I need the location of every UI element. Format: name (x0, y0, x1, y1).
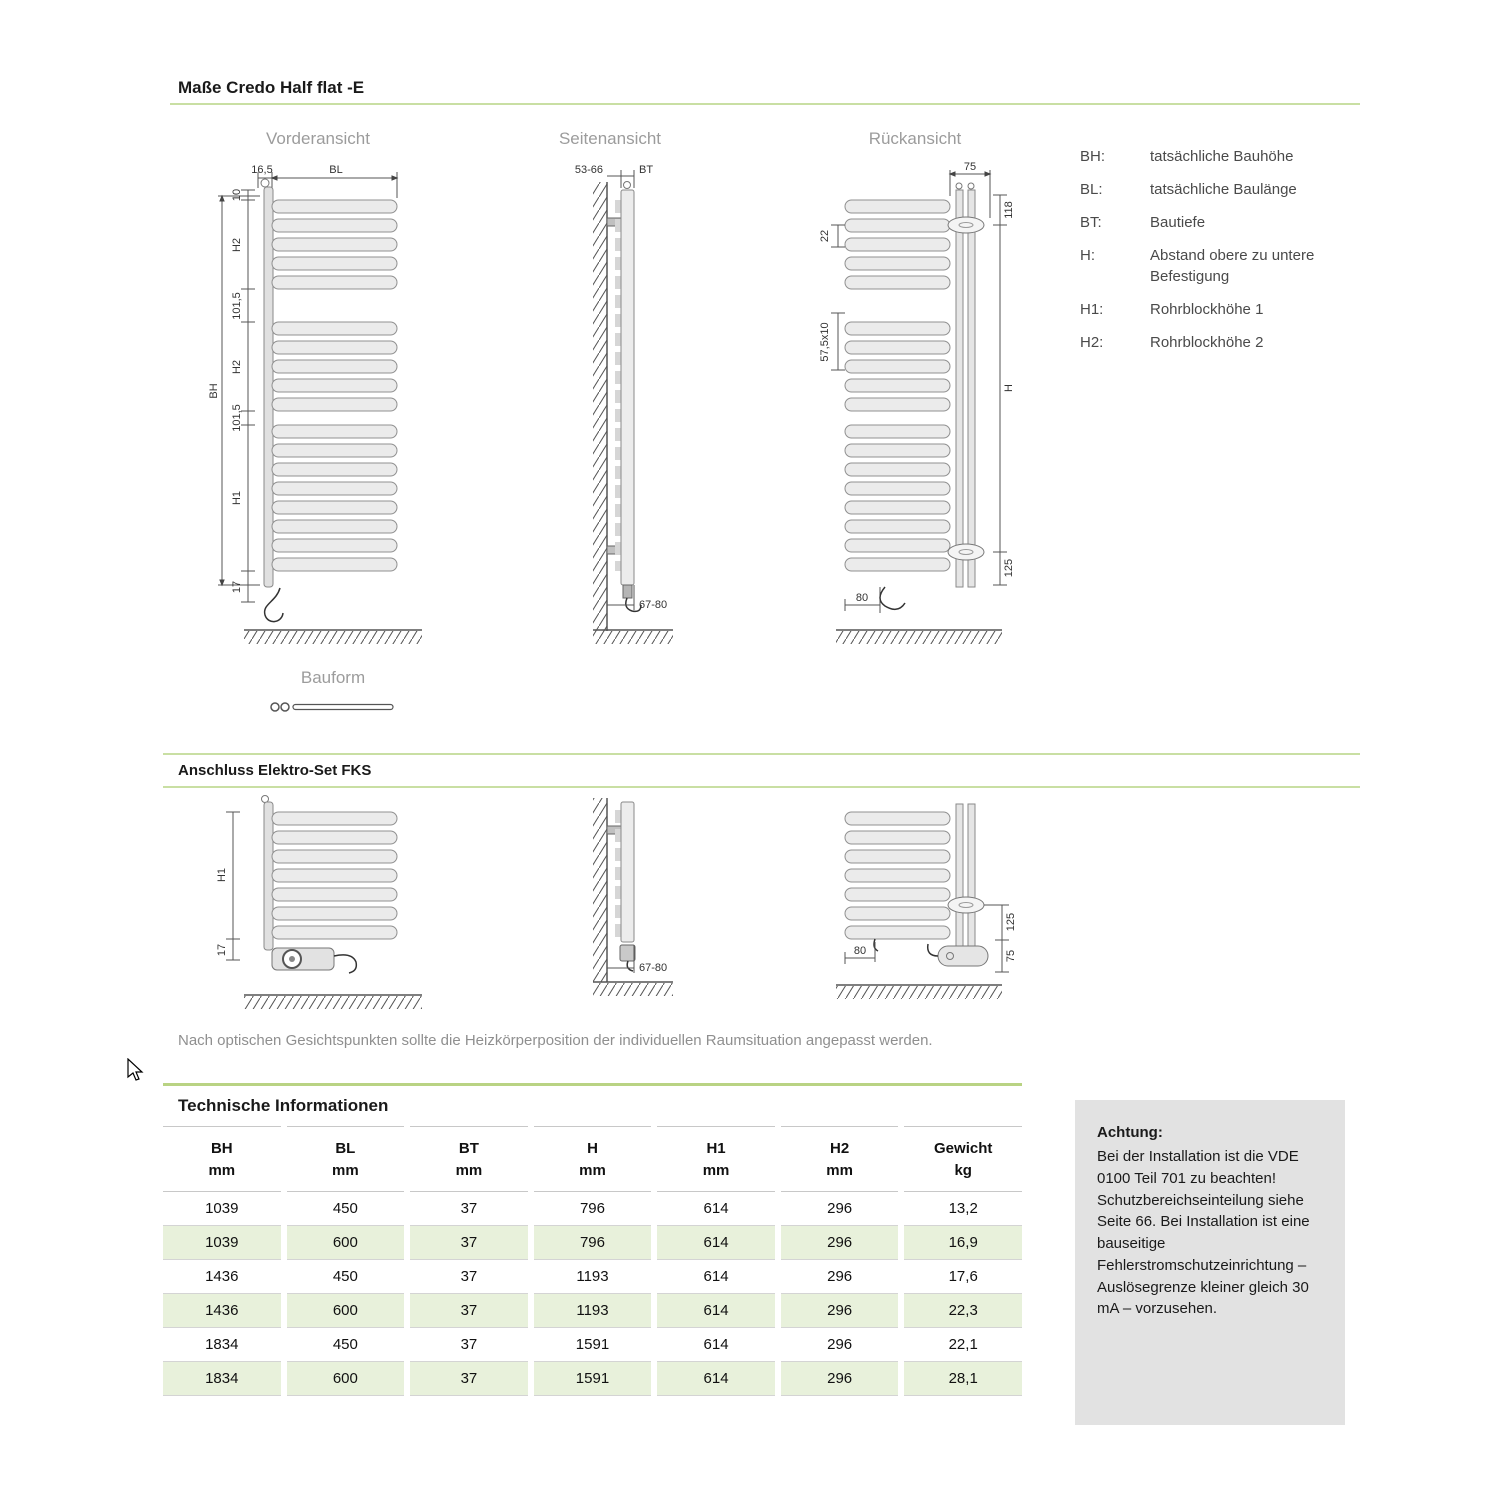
mounting-bracket-bottom (948, 544, 984, 560)
dim-label-118: 118 (1003, 201, 1015, 219)
mouse-cursor (126, 1058, 146, 1082)
radiator-profile (621, 190, 634, 585)
dim-label-125: 125 (1005, 912, 1017, 932)
column-label: BL (335, 1140, 356, 1157)
power-cable (334, 955, 356, 973)
table-cell: 296 (781, 1226, 899, 1260)
elektro-section-title: Anschluss Elektro-Set FKS (178, 762, 372, 779)
legend (1080, 146, 1380, 365)
table-cell: 37 (410, 1260, 528, 1294)
table-row (163, 1226, 1022, 1260)
fks-rear-drawing (790, 790, 1040, 1030)
table-cell: 37 (410, 1328, 528, 1362)
column-unit: mm (702, 1161, 730, 1179)
air-vent-valve (261, 179, 269, 187)
table-row (163, 1192, 1022, 1226)
achtung-text: Bei der Installation ist die VDE 0100 Teil 701 zu beachten! Schutzbereichseinteilung siehe Seite 66. Bei Installation ist eine bauseitige Fehlerstromschutzeinrichtung – Auslösegrenze kleiner gleich 30 mA – vorzusehen. (1097, 1148, 1310, 1318)
table-cell: 1834 (163, 1328, 281, 1362)
fks-heating-element (272, 948, 356, 973)
achtung-box (1075, 1100, 1345, 1425)
dim-label-bt: BT (639, 164, 654, 176)
tube-block-h1 (272, 812, 397, 939)
dim-label-pitch: 57,5x10 (819, 322, 831, 362)
table-cell: 614 (657, 1328, 775, 1362)
dim-label-22: 22 (819, 229, 831, 243)
legend-item-h (1080, 245, 1380, 287)
wall-hatch (593, 798, 607, 982)
pipe-cap-1 (956, 183, 962, 189)
table-cell: 296 (781, 1294, 899, 1328)
table-cell: 614 (657, 1192, 775, 1226)
table-row (163, 1294, 1022, 1328)
dim-label-h2a: H2 (231, 237, 243, 253)
column-label: Gewicht (934, 1140, 993, 1157)
table-cell: 1436 (163, 1294, 281, 1328)
caption-side-view: Seitenansicht (558, 129, 662, 148)
table-cell: 1436 (163, 1260, 281, 1294)
table-cell: 296 (781, 1260, 899, 1294)
table-cell: 28,1 (904, 1362, 1022, 1396)
legend-key: BL: (1080, 181, 1103, 198)
dim-label-top-offset: 10 (231, 188, 243, 202)
tech-table-header-cell (287, 1126, 405, 1192)
power-cable (627, 961, 633, 971)
table-row (163, 1328, 1022, 1362)
legend-key: BT: (1080, 214, 1102, 231)
table-cell: 1039 (163, 1226, 281, 1260)
side-view-drawing (535, 158, 705, 668)
table-cell: 450 (287, 1260, 405, 1294)
table-cell: 600 (287, 1362, 405, 1396)
column-unit: kg (954, 1161, 972, 1179)
front-radiator-body (261, 179, 397, 587)
legend-label: Abstand obere zu untere Befestigung (1150, 247, 1315, 285)
tube-block (845, 812, 950, 939)
air-vent-valve (624, 182, 631, 189)
power-cable (880, 587, 905, 609)
table-cell: 1193 (534, 1294, 652, 1328)
dim-label-h1: H1 (231, 490, 243, 506)
column-label: BH (210, 1140, 233, 1157)
caption-front-view: Vorderansicht (266, 129, 370, 148)
table-cell: 614 (657, 1226, 775, 1260)
table-cell: 1193 (534, 1260, 652, 1294)
dim-label-floor-distance: 67-80 (639, 962, 668, 974)
ground-hatch (244, 996, 422, 1009)
dim-label-floor-distance: 67-80 (639, 599, 668, 611)
riser-pipe-1 (956, 804, 963, 954)
dim-label-gap2: 101,5 (231, 404, 243, 432)
page-title: Maße Credo Half flat -E (178, 78, 365, 97)
dim-label-bh: BH (208, 383, 220, 399)
legend-key: BH: (1080, 148, 1106, 165)
table-cell: 13,2 (904, 1192, 1022, 1226)
dim-label-wall-distance: 53-66 (574, 164, 603, 176)
bauform-icon (268, 696, 398, 718)
tech-section-title: Technische Informationen (178, 1096, 389, 1115)
tech-section-divider (163, 1083, 1022, 1086)
riser-pipe-2 (968, 190, 975, 587)
dim-label-gap1: 101,5 (231, 292, 243, 320)
column-unit: mm (208, 1161, 236, 1179)
ground-hatch (836, 631, 1002, 644)
ground-hatch (593, 631, 673, 644)
tech-table-header-cell (534, 1126, 652, 1192)
column-label: H2 (830, 1140, 850, 1157)
power-cable (928, 944, 938, 956)
tech-table-header-row (163, 1126, 1022, 1192)
dim-label-75: 75 (1005, 949, 1017, 963)
tech-table-header-cell (904, 1126, 1022, 1192)
dim-label-75: 75 (963, 161, 977, 173)
dim-label-bottom17: 17 (231, 580, 243, 594)
table-cell: 296 (781, 1362, 899, 1396)
legend-label: Rohrblockhöhe 1 (1150, 301, 1264, 318)
heating-element (623, 585, 632, 598)
table-cell: 614 (657, 1260, 775, 1294)
legend-key: H2: (1080, 334, 1104, 351)
table-cell: 1591 (534, 1328, 652, 1362)
table-cell: 22,1 (904, 1328, 1022, 1362)
column-label: H (587, 1140, 598, 1157)
legend-item-h2 (1080, 332, 1380, 353)
dim-label-h2b: H2 (231, 359, 243, 375)
rear-view-drawing (790, 158, 1040, 668)
dim-label-80: 80 (855, 592, 869, 604)
fks-heating-element (928, 944, 988, 966)
column-unit: mm (332, 1161, 359, 1179)
table-cell: 1591 (534, 1362, 652, 1396)
legend-label: Bautiefe (1150, 214, 1206, 231)
fks-heating-element (620, 945, 635, 961)
dim-label-17: 17 (216, 943, 228, 957)
tech-table (163, 1126, 1022, 1396)
pipe-cap-2 (968, 183, 974, 189)
wall-hatch (593, 182, 607, 631)
tube-block-h2-middle (845, 322, 950, 411)
dim-label-h: H (1003, 384, 1015, 392)
table-cell: 296 (781, 1192, 899, 1226)
front-view-drawing (196, 158, 426, 668)
mounting-bracket-top (948, 217, 984, 233)
table-cell: 1834 (163, 1362, 281, 1396)
table-cell: 37 (410, 1294, 528, 1328)
ground-hatch (836, 986, 1002, 999)
dim-label-125: 125 (1003, 558, 1015, 578)
table-cell: 17,6 (904, 1260, 1022, 1294)
legend-key: H: (1080, 247, 1095, 264)
elektro-section-header (163, 753, 1360, 788)
table-cell: 614 (657, 1294, 775, 1328)
tube-block-h2-middle (272, 322, 397, 411)
legend-item-bh (1080, 146, 1380, 167)
table-cell: 37 (410, 1226, 528, 1260)
table-cell: 796 (534, 1192, 652, 1226)
table-cell: 22,3 (904, 1294, 1022, 1328)
column-unit: mm (579, 1161, 606, 1179)
column-label: BT (458, 1140, 479, 1157)
positioning-note: Nach optischen Gesichtspunkten sollte die Heizkörperposition der individuellen Raumsituation angepasst werden. (178, 1032, 933, 1049)
legend-label: tatsächliche Bauhöhe (1150, 148, 1294, 165)
legend-key: H1: (1080, 301, 1104, 318)
table-cell: 450 (287, 1328, 405, 1362)
dim-label-bl: BL (329, 164, 343, 176)
dim-label-left-offset: 16,5 (251, 164, 273, 176)
radiator-profile (621, 802, 634, 942)
ground-hatch (244, 631, 422, 644)
tech-table-header-cell (163, 1126, 281, 1192)
riser-pipe-1 (956, 190, 963, 587)
table-row (163, 1362, 1022, 1396)
tech-table-header-cell (410, 1126, 528, 1192)
riser-pipe-2 (968, 804, 975, 954)
title-divider (170, 103, 1360, 105)
power-cable (265, 588, 283, 622)
table-row (163, 1260, 1022, 1294)
fks-side-drawing (535, 790, 705, 1030)
tube-block-h1-bottom (845, 425, 950, 571)
column-label: H1 (706, 1140, 726, 1157)
air-vent-valve (262, 796, 269, 803)
table-cell: 296 (781, 1328, 899, 1362)
tube-block-h2-top (845, 200, 950, 289)
legend-item-bl (1080, 179, 1380, 200)
table-cell: 600 (287, 1226, 405, 1260)
caption-rear-view: Rückansicht (868, 129, 962, 148)
achtung-title: Achtung: (1097, 1124, 1163, 1141)
tech-table-header-cell (657, 1126, 775, 1192)
dim-label-h1: H1 (216, 867, 228, 883)
fks-front-drawing (196, 790, 426, 1030)
tube-block-h1-bottom (272, 425, 397, 571)
bauform-label: Bauform (300, 668, 366, 687)
dim-label-80: 80 (853, 945, 867, 957)
table-cell: 796 (534, 1226, 652, 1260)
table-cell: 600 (287, 1294, 405, 1328)
tech-table-header-cell (781, 1126, 899, 1192)
column-unit: mm (826, 1161, 853, 1179)
table-cell: 16,9 (904, 1226, 1022, 1260)
table-cell: 37 (410, 1362, 528, 1396)
fks-front-dim-lines (226, 812, 240, 960)
legend-label: Rohrblockhöhe 2 (1150, 334, 1264, 351)
mounting-bracket (948, 897, 984, 913)
table-cell: 37 (410, 1192, 528, 1226)
table-cell: 450 (287, 1192, 405, 1226)
legend-item-h1 (1080, 299, 1380, 320)
legend-label: tatsächliche Baulänge (1150, 181, 1297, 198)
ground-hatch (593, 983, 673, 996)
tube-block-h2-top (272, 200, 397, 289)
table-cell: 1039 (163, 1192, 281, 1226)
column-unit: mm (455, 1161, 483, 1179)
table-cell: 614 (657, 1362, 775, 1396)
legend-item-bt (1080, 212, 1380, 233)
